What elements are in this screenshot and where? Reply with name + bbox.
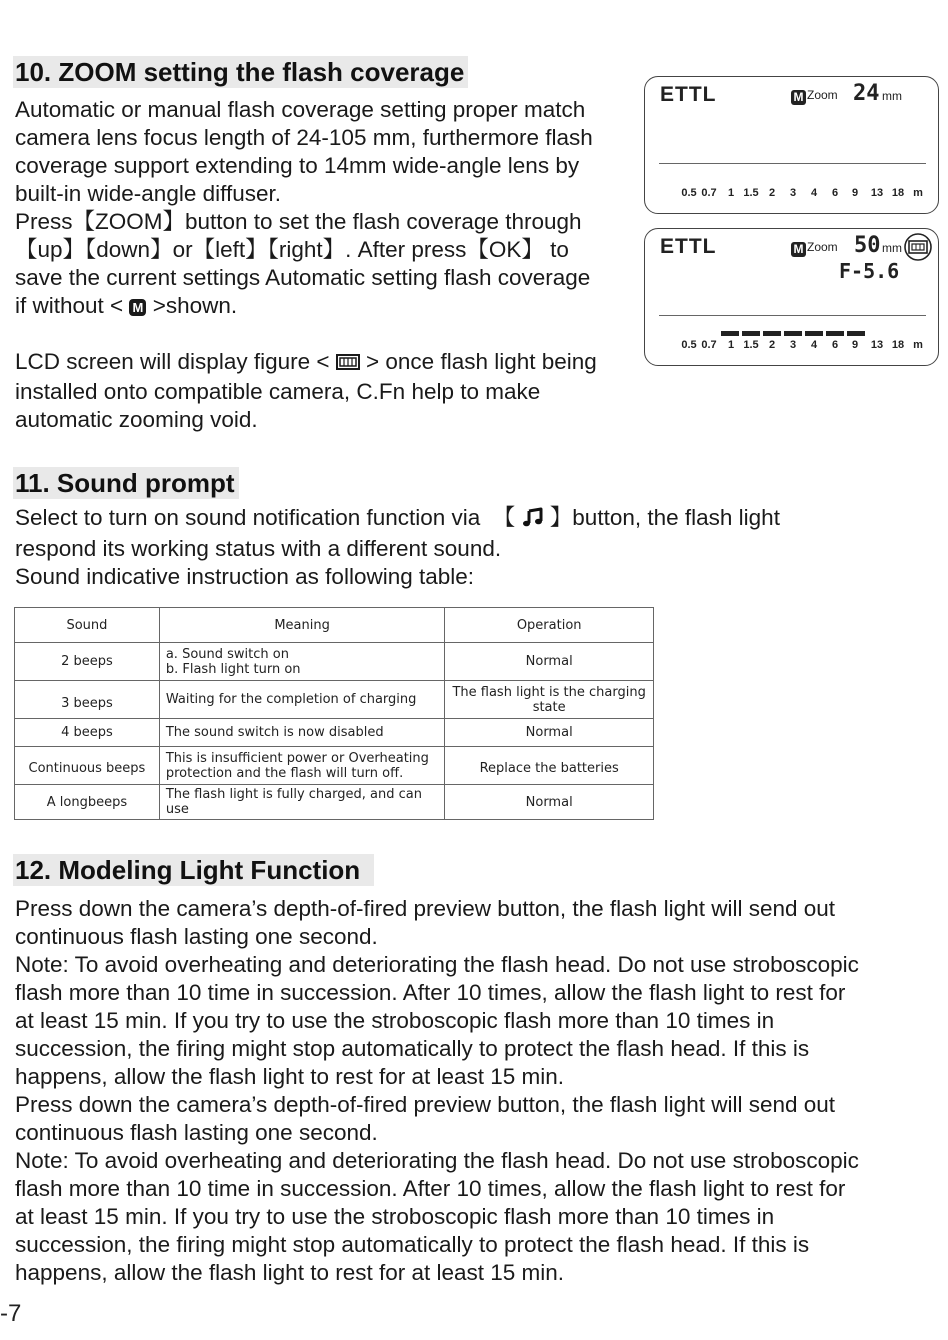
sound-cell: 4 beeps bbox=[15, 719, 160, 747]
table-header-row bbox=[15, 608, 654, 643]
zoom-value: 24 bbox=[853, 81, 880, 106]
paragraph-line: succession, the firing might stop automatically to protect the flash head. If this is bbox=[15, 1232, 810, 1257]
paragraph-line: Sound indicative instruction as following table: bbox=[15, 564, 475, 589]
manual-m-icon: M bbox=[791, 90, 806, 105]
paragraph-line: happens, allow the flash light to rest for at least 15 min. bbox=[15, 1064, 565, 1089]
paragraph-line: Note: To avoid overheating and deteriorating the flash head. Do not use stroboscopic bbox=[15, 952, 859, 977]
paragraph-line: installed onto compatible camera, C.Fn help to make bbox=[15, 379, 541, 404]
paragraph-line: continuous flash lasting one second. bbox=[15, 1120, 378, 1145]
scale-tick: 6 bbox=[831, 339, 839, 351]
scale-tick: 13 bbox=[870, 187, 884, 199]
text-fragment: LCD screen will display figure < bbox=[15, 349, 336, 374]
paragraph-line: Press down the camera’s depth-of-fired preview button, the flash light will send out bbox=[15, 896, 836, 921]
section-12-body bbox=[15, 895, 859, 1287]
meaning-line: a. Sound switch on bbox=[165, 646, 289, 662]
paragraph-line: Press【ZOOM】button to set the flash coverage through bbox=[15, 209, 582, 234]
paragraph-line: respond its working status with a different sound. bbox=[15, 536, 502, 561]
paragraph-line: at least 15 min. If you try to use the stroboscopic flash more than 10 times in bbox=[15, 1204, 775, 1229]
lcd-divider bbox=[659, 315, 926, 316]
section-11-body bbox=[15, 504, 780, 591]
zoom-label: Zoom bbox=[807, 240, 838, 254]
range-bar-segment bbox=[847, 331, 865, 336]
scale-tick: 3 bbox=[789, 187, 797, 199]
operation-cell: Replace the batteries bbox=[445, 747, 654, 785]
paragraph-line: Note: To avoid overheating and deteriorating the flash head. Do not use stroboscopic bbox=[15, 1148, 859, 1173]
scale-tick: 1.5 bbox=[743, 339, 759, 351]
sound-cell: Continuous beeps bbox=[15, 747, 160, 785]
paragraph-line bbox=[15, 348, 597, 378]
scale-tick: 13 bbox=[870, 339, 884, 351]
paragraph-line: coverage support extending to 14mm wide-angle lens by bbox=[15, 153, 580, 178]
table-row bbox=[15, 785, 654, 820]
scale-tick: 0.5 bbox=[681, 339, 697, 351]
meaning-line: This is insufficient power or Overheating bbox=[165, 750, 429, 766]
scale-tick: 2 bbox=[768, 339, 776, 351]
zoom-unit: mm bbox=[882, 89, 902, 103]
scale-tick: 0.5 bbox=[681, 187, 697, 199]
aperture-value: F-5.6 bbox=[839, 259, 900, 283]
text-fragment: > once flash light being bbox=[359, 349, 597, 374]
zoom-value: 50 bbox=[854, 233, 881, 258]
table-header: Sound bbox=[15, 608, 160, 643]
paragraph-line: continuous flash lasting one second. bbox=[15, 924, 378, 949]
paragraph-line: succession, the firing might stop automatically to protect the flash head. If this is bbox=[15, 1036, 810, 1061]
music-note-icon bbox=[522, 506, 544, 535]
table-row bbox=[15, 719, 654, 747]
paragraph-line: flash more than 10 time in succession. After 10 times, allow the flash light to rest for bbox=[15, 980, 846, 1005]
text-fragment: if without < bbox=[15, 293, 130, 318]
lcd-mode-label: ETTL bbox=[660, 235, 717, 258]
text-fragment: 】button, the flash light bbox=[543, 505, 780, 530]
scale-tick: 0.7 bbox=[701, 187, 717, 199]
lcd-display-manual-zoom bbox=[644, 228, 939, 366]
range-bar-segment bbox=[826, 331, 844, 336]
operation-cell: Normal bbox=[445, 785, 654, 820]
meaning-line: protection and the flash will turn off. bbox=[165, 765, 404, 781]
paragraph-line: 【up】【down】or【left】【right】. After press【OK】 to bbox=[15, 237, 569, 262]
sound-cell: A longbeeps bbox=[15, 785, 160, 820]
section-11-heading: 11. Sound prompt bbox=[13, 467, 239, 499]
range-bar-segment bbox=[721, 331, 739, 336]
section-12-heading: 12. Modeling Light Function bbox=[13, 854, 374, 886]
paragraph-line bbox=[15, 504, 780, 535]
table-header: Operation bbox=[445, 608, 654, 643]
scale-tick: 18 bbox=[891, 339, 905, 351]
distance-scale bbox=[645, 339, 938, 353]
scale-tick: 9 bbox=[851, 187, 859, 199]
zoom-label: Zoom bbox=[807, 88, 838, 102]
paragraph-line: camera lens focus length of 24-105 mm, furthermore flash bbox=[15, 125, 593, 150]
paragraph-line: automatic zooming void. bbox=[15, 407, 258, 432]
scale-tick: 1.5 bbox=[743, 187, 759, 199]
lcd-mode-label: ETTL bbox=[660, 83, 717, 106]
operation-cell bbox=[445, 681, 654, 719]
paragraph-line bbox=[15, 292, 597, 320]
meaning-cell: The flash light is fully charged, and can use bbox=[159, 785, 444, 820]
paragraph-line: save the current settings Automatic setting flash coverage bbox=[15, 265, 591, 290]
meaning-cell bbox=[159, 747, 444, 785]
scale-tick: m bbox=[913, 339, 923, 351]
table-row bbox=[15, 643, 654, 681]
scale-tick: 4 bbox=[810, 187, 818, 199]
meaning-cell: Waiting for the completion of charging bbox=[159, 681, 444, 719]
sound-cell: 2 beeps bbox=[15, 643, 160, 681]
distance-scale bbox=[645, 187, 938, 201]
manual-m-icon: M bbox=[791, 242, 806, 257]
meaning-line: b. Flash light turn on bbox=[165, 661, 301, 677]
lcd-display-auto-zoom bbox=[644, 76, 939, 214]
scale-tick: 1 bbox=[727, 339, 735, 351]
range-bar-segment bbox=[763, 331, 781, 336]
operation-line: state bbox=[532, 699, 566, 715]
sound-cell: 3 beeps bbox=[15, 681, 160, 719]
scale-tick: 9 bbox=[851, 339, 859, 351]
meaning-cell bbox=[159, 643, 444, 681]
table-row bbox=[15, 747, 654, 785]
scale-tick: 3 bbox=[789, 339, 797, 351]
scale-tick: 0.7 bbox=[701, 339, 717, 351]
operation-cell: Normal bbox=[445, 643, 654, 681]
scale-tick: 4 bbox=[810, 339, 818, 351]
table-row bbox=[15, 681, 654, 719]
operation-cell: Normal bbox=[445, 719, 654, 747]
meaning-cell: The sound switch is now disabled bbox=[159, 719, 444, 747]
blank-line bbox=[15, 320, 597, 348]
section-10-body bbox=[15, 96, 597, 434]
table-header: Meaning bbox=[159, 608, 444, 643]
operation-line: The flash light is the charging bbox=[452, 684, 646, 700]
paragraph-line: happens, allow the flash light to rest for at least 15 min. bbox=[15, 1260, 565, 1285]
scale-tick: m bbox=[913, 187, 923, 199]
paragraph-line: Automatic or manual flash coverage setting proper match bbox=[15, 97, 586, 122]
scale-tick: 2 bbox=[768, 187, 776, 199]
lcd-zoom-tag bbox=[791, 240, 838, 257]
range-bar-segment bbox=[805, 331, 823, 336]
sound-table bbox=[14, 607, 654, 820]
page-number: -7 bbox=[0, 1300, 22, 1327]
film-circle-icon bbox=[903, 232, 933, 267]
scale-tick: 1 bbox=[727, 187, 735, 199]
scale-tick: 6 bbox=[831, 187, 839, 199]
paragraph-line: Press down the camera’s depth-of-fired preview button, the flash light will send out bbox=[15, 1092, 836, 1117]
lcd-divider bbox=[659, 163, 926, 164]
zoom-unit: mm bbox=[882, 241, 902, 255]
text-fragment: Select to turn on sound notification function via 【 bbox=[15, 505, 522, 530]
paragraph-line: flash more than 10 time in succession. After 10 times, allow the flash light to rest for bbox=[15, 1176, 846, 1201]
paragraph-line: at least 15 min. If you try to use the stroboscopic flash more than 10 times in bbox=[15, 1008, 775, 1033]
film-icon bbox=[336, 350, 360, 378]
scale-tick: 18 bbox=[891, 187, 905, 199]
paragraph-line: built-in wide-angle diffuser. bbox=[15, 181, 281, 206]
lcd-zoom-tag bbox=[791, 88, 838, 105]
text-fragment: >shown. bbox=[146, 293, 238, 318]
range-bar-segment bbox=[742, 331, 760, 336]
range-bar-segment bbox=[784, 331, 802, 336]
section-10-heading: 10. ZOOM setting the flash coverage bbox=[13, 56, 468, 88]
manual-m-icon: M bbox=[129, 299, 146, 316]
